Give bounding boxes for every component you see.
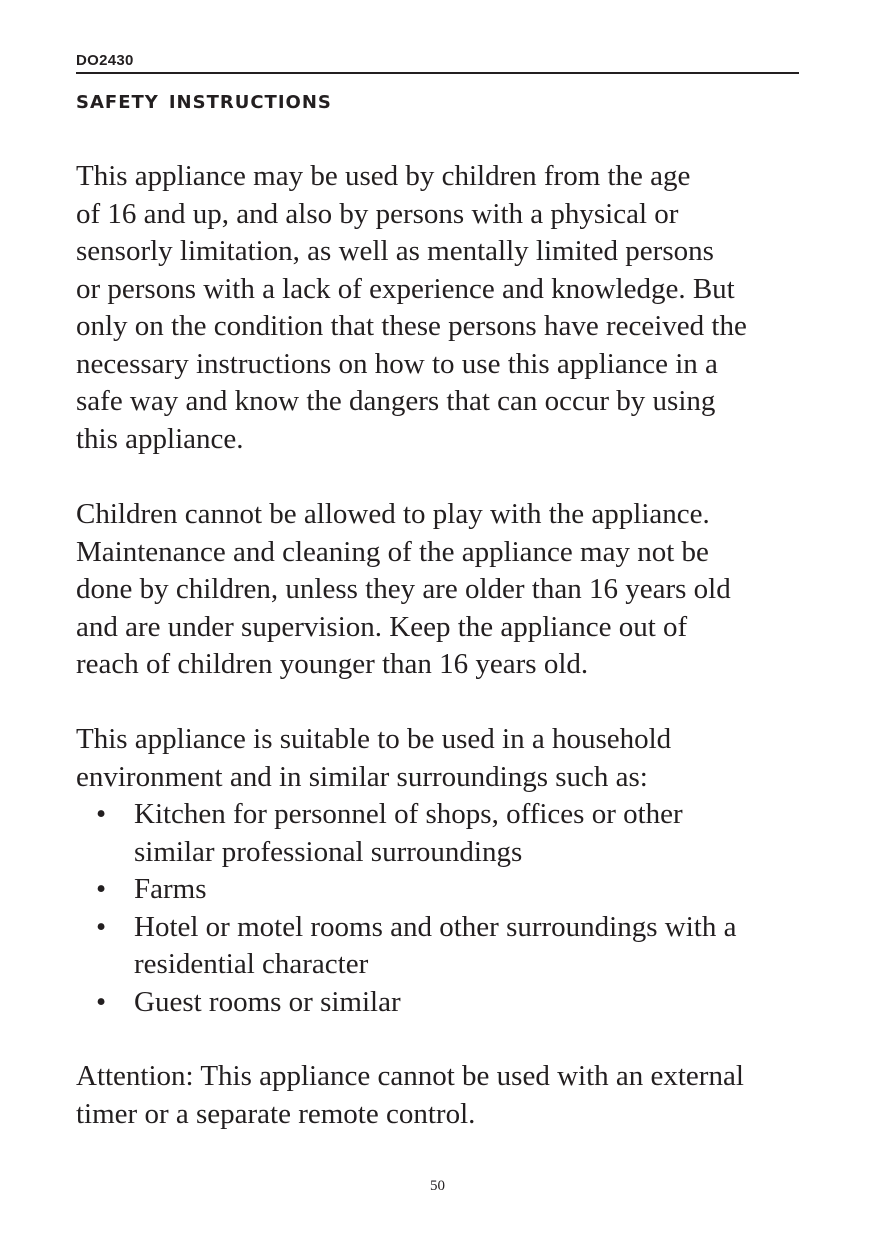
- bullet-icon: •: [96, 798, 107, 830]
- paragraph-line: sensorly limitation, as well as mentally limited persons: [76, 235, 714, 267]
- paragraph-line: This appliance may be used by children from the age: [76, 160, 691, 192]
- paragraph-line: safe way and know the dangers that can occur by using: [76, 385, 716, 417]
- list-item-line: Hotel or motel rooms and other surroundings with a: [134, 910, 737, 943]
- list-item: [76, 984, 816, 1022]
- paragraph-line: of 16 and up, and also by persons with a physical or: [76, 197, 679, 230]
- list-item-line: similar professional surroundings: [134, 835, 523, 868]
- paragraph-line: Attention: This appliance cannot be used with an external: [76, 1060, 744, 1092]
- header-rule: [76, 72, 799, 74]
- paragraph-line: timer or a separate remote control.: [76, 1097, 476, 1130]
- list-item-line: residential character: [134, 948, 369, 980]
- paragraph-line: only on the condition that these persons have received the: [76, 310, 747, 342]
- list-item-line: Farms: [134, 873, 207, 905]
- bullet-icon: •: [96, 985, 107, 1018]
- list-item: [76, 796, 816, 871]
- bullet-icon: •: [96, 873, 107, 905]
- list-item: [76, 871, 816, 909]
- paragraph-line: Children cannot be allowed to play with the appliance.: [76, 498, 710, 530]
- list-item-line: Guest rooms or similar: [134, 985, 401, 1018]
- page-number: 50: [430, 1178, 445, 1194]
- bullet-icon: •: [96, 910, 107, 943]
- paragraph-line: environment and in similar surroundings such as:: [76, 760, 648, 793]
- paragraph-line: necessary instructions on how to use this appliance in a: [76, 347, 718, 380]
- paragraph-line: or persons with a lack of experience and knowledge. But: [76, 272, 735, 305]
- paragraph-line: reach of children younger than 16 years old.: [76, 648, 589, 680]
- list-item: [76, 909, 816, 984]
- paragraph-age-restriction: [76, 158, 816, 458]
- section-title: safety instructions: [76, 85, 332, 115]
- paragraph-line: done by children, unless they are older than 16 years old: [76, 573, 731, 605]
- list-item-line: Kitchen for personnel of shops, offices or other: [134, 798, 683, 830]
- usage-surroundings-list: [76, 796, 816, 1021]
- paragraph-line: Maintenance and cleaning of the appliance may not be: [76, 535, 709, 568]
- paragraph-line: This appliance is suitable to be used in a household: [76, 723, 672, 755]
- paragraph-attention: [76, 1058, 816, 1133]
- paragraph-children-play: [76, 496, 816, 684]
- paragraph-line: and are under supervision. Keep the appliance out of: [76, 610, 688, 643]
- model-code: DO2430: [76, 52, 134, 69]
- paragraph-line: this appliance.: [76, 422, 244, 455]
- paragraph-suitable-use: [76, 721, 816, 1021]
